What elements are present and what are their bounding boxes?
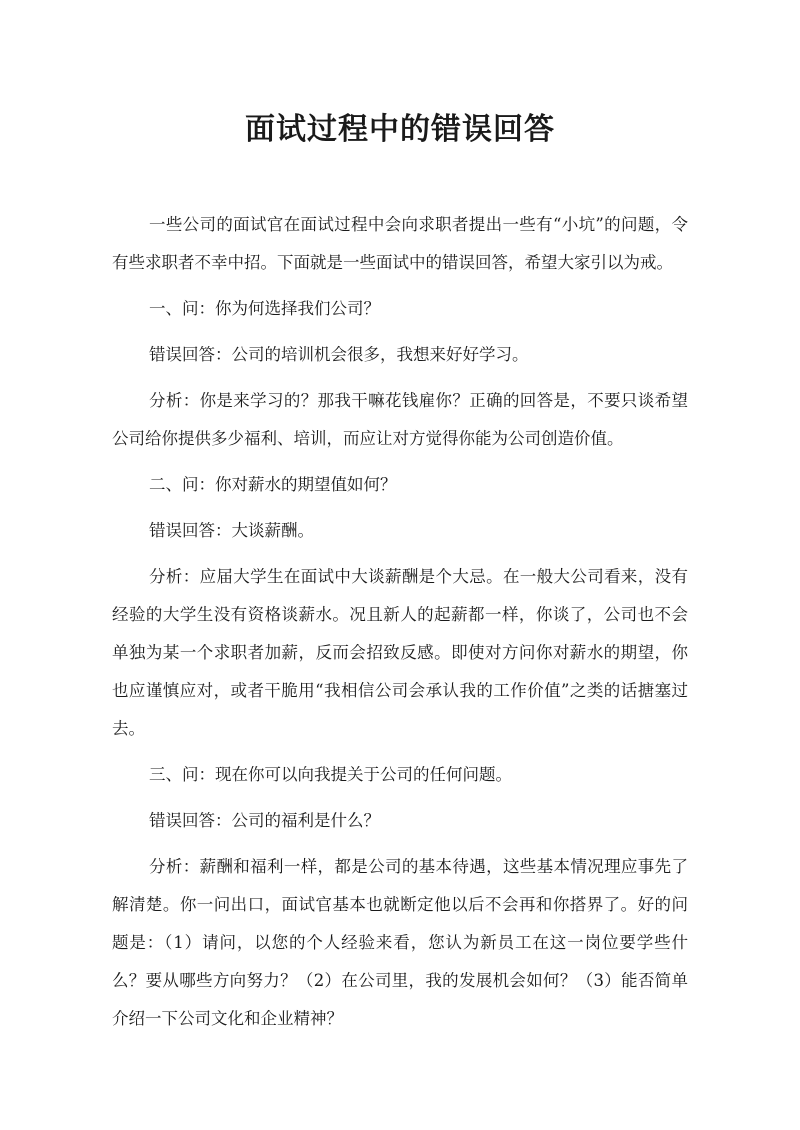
question-1: 一、问：你为何选择我们公司？	[149, 299, 380, 318]
analysis-2: 分析：应届大学生在面试中大谈薪酬是个大忌。在一般大公司看来，没有经验的大学生没有资格谈薪水。况且新人的起薪都一样，你谈了，公司也不会单独为某一个求职者加薪，反而会招致反感。即使对方问你对薪水的期望，你也应谨慎应对，或者干脆用“我相信公司会承认我的工作价值”之类的话搪塞过去。	[112, 567, 688, 738]
question-2: 二、问：你对薪水的期望值如何？	[149, 475, 397, 494]
wrong-answer-3: 错误回答：公司的福利是什么？	[149, 811, 380, 830]
wrong-answer-1: 错误回答：公司的培训机会很多，我想来好好学习。	[149, 345, 529, 364]
paragraph-intro: 一些公司的面试官在面试过程中会向求职者提出一些有“小坑”的问题，令有些求职者不幸中招。下面就是一些面试中的错误回答，希望大家引以为戒。	[112, 215, 688, 272]
analysis-3: 分析：薪酬和福利一样，都是公司的基本待遇，这些基本情况理应事先了解清楚。你一问出口，面试官基本也就断定他以后不会再和你搭界了。好的问题是：（1）请问，以您的个人经验来看，您认为新员工在这一岗位要学些什么？要从哪些方向努力？（2）在公司里，我的发展机会如何？（3）能否简单介绍一下公司文化和企业精神？	[112, 857, 688, 1028]
article-body	[112, 206, 688, 1046]
analysis-1: 分析：你是来学习的？那我干嘛花钱雇你？正确的回答是，不要只谈希望公司给你提供多少福利、培训，而应让对方觉得你能为公司创造价值。	[112, 391, 688, 448]
wrong-answer-2: 错误回答：大谈薪酬。	[149, 521, 314, 540]
page-title: 面试过程中的错误回答	[245, 112, 555, 147]
question-3: 三、问：现在你可以向我提关于公司的任何问题。	[149, 765, 512, 784]
